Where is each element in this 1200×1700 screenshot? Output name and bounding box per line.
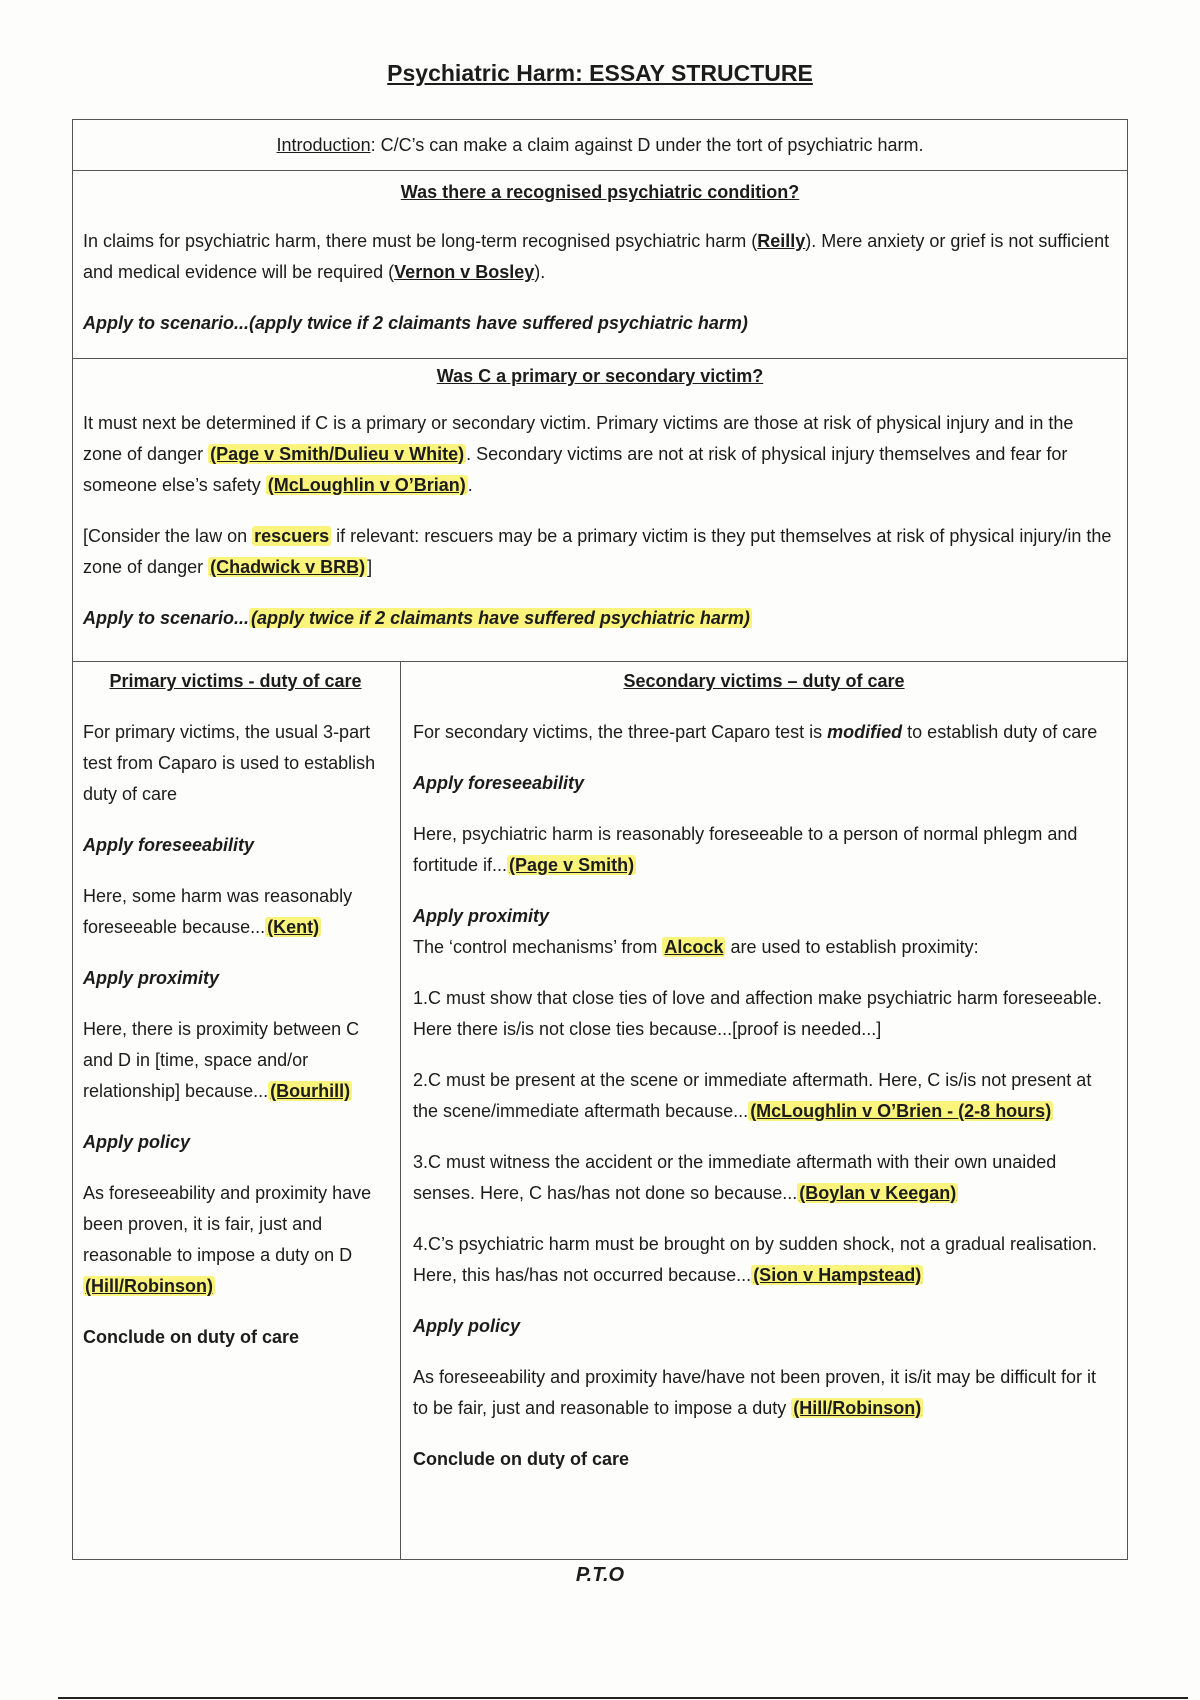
victim-section bbox=[73, 359, 1127, 662]
primary-policy-text: As foreseeability and proximity have been proven, it is fair, just and reasonable to impose a duty on D (Hill/Robinson) bbox=[83, 1183, 372, 1296]
case-boylan: (Boylan v Keegan) bbox=[799, 1183, 957, 1203]
condition-section bbox=[73, 171, 1127, 359]
case-page-smith: (Page v Smith) bbox=[509, 855, 635, 875]
control-mechanism-2: 2.C must be present at the scene or immediate aftermath. Here, C is/is not present at the scene/immediate aftermath because... (McLoughlin v O’Brien - (2-8 hours) bbox=[413, 1070, 1092, 1121]
secondary-policy-text: As foreseeability and proximity have/have not been proven, it is/it may be difficult for it to be fair, just and reasonable to impose a duty (Hill/Robinson) bbox=[413, 1367, 1097, 1418]
case-hill-robinson: (Hill/Robinson) bbox=[85, 1276, 213, 1296]
case-bourhill: (Bourhill) bbox=[270, 1081, 351, 1101]
introduction-label: Introduction bbox=[276, 134, 371, 155]
case-page-dulieu: (Page v Smith/Dulieu v White) bbox=[210, 444, 465, 464]
primary-foreseeability-text: Here, some harm was reasonably foreseeable because... (Kent) bbox=[83, 886, 353, 937]
primary-victims-column bbox=[73, 662, 401, 1559]
secondary-foreseeability-label: Apply foreseeability bbox=[413, 773, 585, 793]
secondary-intro: For secondary victims, the three-part Caparo test is modified to establish duty of care bbox=[413, 722, 1098, 742]
essay-structure-table bbox=[72, 119, 1128, 1560]
control-mechanism-4: 4.C’s psychiatric harm must be brought on by sudden shock, not a gradual realisation. Here, this has/has not occurred because... (Sion v Hampstead) bbox=[413, 1234, 1098, 1285]
secondary-foreseeability-text: Here, psychiatric harm is reasonably foreseeable to a person of normal phlegm and fortitude if... (Page v Smith) bbox=[413, 824, 1078, 875]
duty-of-care-columns bbox=[73, 662, 1127, 1559]
secondary-proximity-text: The ‘control mechanisms’ from Alcock are used to establish proximity: bbox=[413, 937, 979, 957]
condition-paragraph: In claims for psychiatric harm, there must be long-term recognised psychiatric harm (Reilly). Mere anxiety or grief is not sufficient and medical evidence will be required (Vernon v Bosley). bbox=[83, 231, 1110, 282]
condition-apply-note: Apply to scenario...(apply twice if 2 claimants have suffered psychiatric harm) bbox=[83, 313, 748, 333]
case-sion: (Sion v Hampstead) bbox=[753, 1265, 922, 1285]
primary-foreseeability-label: Apply foreseeability bbox=[83, 835, 255, 855]
case-mcloughlin-obrien: (McLoughlin v O’Brien - (2-8 hours) bbox=[750, 1101, 1052, 1121]
secondary-conclude: Conclude on duty of care bbox=[413, 1449, 630, 1469]
secondary-victims-column bbox=[401, 662, 1127, 1559]
introduction-text: : C/C’s can make a claim against D under the tort of psychiatric harm. bbox=[370, 134, 924, 155]
control-mechanism-1: 1.C must show that close ties of love and affection make psychiatric harm foreseeable. Here there is/is not close ties because...[proof is needed...] bbox=[413, 988, 1103, 1039]
case-kent: (Kent) bbox=[267, 917, 320, 937]
control-mechanism-3: 3.C must witness the accident or the immediate aftermath with their own unaided senses. Here, C has/has not done so because... (Boylan v Keegan) bbox=[413, 1152, 1057, 1203]
primary-policy-label: Apply policy bbox=[83, 1132, 191, 1152]
primary-heading: Primary victims - duty of care bbox=[109, 671, 362, 691]
case-mcloughlin: (McLoughlin v O’Brian) bbox=[267, 475, 466, 495]
case-hill-robinson-2: (Hill/Robinson) bbox=[793, 1398, 922, 1418]
victim-apply-note: Apply to scenario... (apply twice if 2 claimants have suffered psychiatric harm) bbox=[83, 608, 750, 628]
primary-conclude: Conclude on duty of care bbox=[83, 1327, 300, 1347]
victim-heading: Was C a primary or secondary victim? bbox=[436, 366, 764, 386]
secondary-proximity-label: Apply proximity bbox=[413, 906, 550, 926]
case-reilly: Reilly bbox=[757, 231, 806, 251]
case-vernon: Vernon v Bosley bbox=[394, 262, 535, 282]
bottom-rule bbox=[58, 1697, 1188, 1699]
rescuers-term: rescuers bbox=[254, 526, 330, 546]
primary-intro: For primary victims, the usual 3-part test from Caparo is used to establish duty of care bbox=[83, 722, 376, 804]
page-title: Psychiatric Harm: ESSAY STRUCTURE bbox=[387, 60, 813, 86]
victim-paragraph: It must next be determined if C is a primary or secondary victim. Primary victims are those at risk of physical injury and in the zone of danger (Page v Smith/Dulieu v White) . Secondary victims are not at risk of physical injury themselves and fear for someone else’s safety (McLoughlin v O’Brian) . bbox=[83, 413, 1074, 495]
primary-proximity-label: Apply proximity bbox=[83, 968, 220, 988]
secondary-heading: Secondary victims – duty of care bbox=[623, 671, 905, 691]
rescuers-paragraph: [Consider the law on rescuers if relevant: rescuers may be a primary victim is they put themselves at risk of physical injury/in the zone of danger (Chadwick v BRB) ] bbox=[83, 526, 1112, 577]
secondary-policy-label: Apply policy bbox=[413, 1316, 521, 1336]
introduction-row bbox=[73, 120, 1127, 171]
case-chadwick: (Chadwick v BRB) bbox=[210, 557, 366, 577]
case-alcock: Alcock bbox=[664, 937, 724, 957]
primary-proximity-text: Here, there is proximity between C and D in [time, space and/or relationship] because... (Bourhill) bbox=[83, 1019, 360, 1101]
page-turn-over-note: P.T.O bbox=[575, 1564, 625, 1586]
condition-heading: Was there a recognised psychiatric condition? bbox=[400, 182, 800, 202]
